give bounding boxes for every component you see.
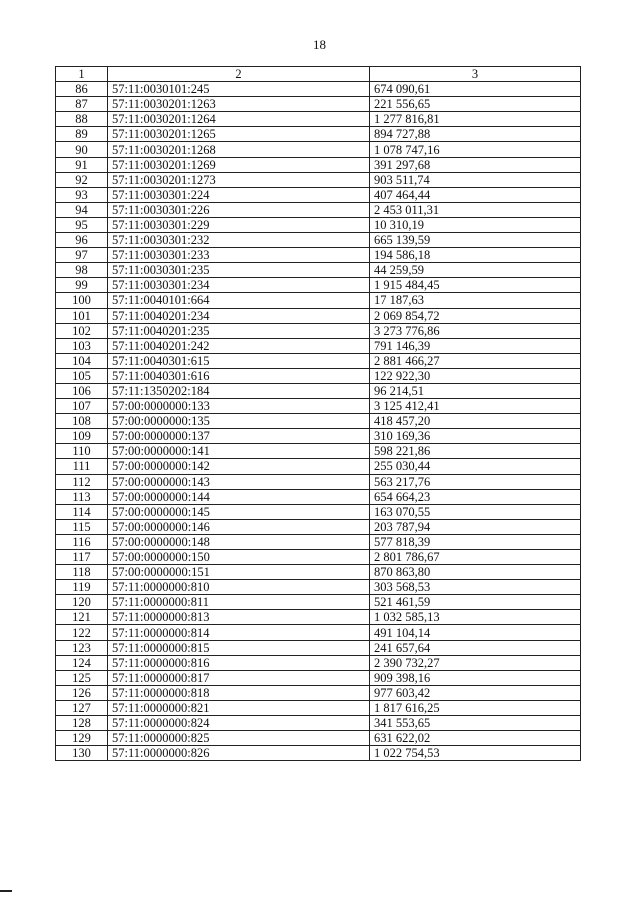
row-number: 121	[56, 610, 108, 625]
cadastral-number: 57:11:0030301:234	[108, 278, 370, 293]
cadastral-value: 407 464,44	[370, 187, 581, 202]
cadastral-number: 57:11:0000000:817	[108, 670, 370, 685]
cadastral-value: 1 277 816,81	[370, 112, 581, 127]
table-row	[56, 580, 581, 595]
table-row	[56, 202, 581, 217]
header-col-3: 3	[370, 67, 581, 82]
cadastral-value: 221 556,65	[370, 97, 581, 112]
page-number: 18	[313, 37, 326, 52]
row-number: 106	[56, 383, 108, 398]
cadastral-value: 2 390 732,27	[370, 655, 581, 670]
cadastral-number: 57:11:0040301:615	[108, 353, 370, 368]
cadastral-value: 3 125 412,41	[370, 399, 581, 414]
table-row	[56, 474, 581, 489]
table-row	[56, 338, 581, 353]
cadastral-value: 1 078 747,16	[370, 142, 581, 157]
row-number: 130	[56, 746, 108, 761]
row-number: 102	[56, 323, 108, 338]
cadastral-number: 57:00:0000000:142	[108, 459, 370, 474]
table-row	[56, 700, 581, 715]
table-row	[56, 368, 581, 383]
cadastral-number: 57:11:0030301:224	[108, 187, 370, 202]
row-number: 112	[56, 474, 108, 489]
row-number: 104	[56, 353, 108, 368]
table-row	[56, 640, 581, 655]
row-number: 116	[56, 534, 108, 549]
cadastral-number: 57:00:0000000:151	[108, 565, 370, 580]
row-number: 125	[56, 670, 108, 685]
row-number: 97	[56, 248, 108, 263]
row-number: 111	[56, 459, 108, 474]
row-number: 94	[56, 202, 108, 217]
cadastral-number: 57:11:0000000:815	[108, 640, 370, 655]
row-number: 119	[56, 580, 108, 595]
cadastral-value: 203 787,94	[370, 519, 581, 534]
table-row	[56, 399, 581, 414]
cadastral-value: 1 032 585,13	[370, 610, 581, 625]
cadastral-number: 57:00:0000000:145	[108, 504, 370, 519]
table-row	[56, 685, 581, 700]
row-number: 114	[56, 504, 108, 519]
row-number: 126	[56, 685, 108, 700]
cadastral-number: 57:11:0030301:226	[108, 202, 370, 217]
cadastral-number: 57:11:0030201:1264	[108, 112, 370, 127]
table-row	[56, 731, 581, 746]
cadastral-value: 1 915 484,45	[370, 278, 581, 293]
cadastral-value: 2 881 466,27	[370, 353, 581, 368]
row-number: 99	[56, 278, 108, 293]
table-row	[56, 519, 581, 534]
cadastral-number: 57:11:0040201:234	[108, 308, 370, 323]
row-number: 128	[56, 716, 108, 731]
row-number: 96	[56, 233, 108, 248]
row-number: 100	[56, 293, 108, 308]
cadastral-value: 303 568,53	[370, 580, 581, 595]
cadastral-number: 57:11:1350202:184	[108, 383, 370, 398]
table-row	[56, 429, 581, 444]
cadastral-value: 521 461,59	[370, 595, 581, 610]
table-row	[56, 550, 581, 565]
cadastral-value: 2 453 011,31	[370, 202, 581, 217]
cadastral-number: 57:11:0000000:813	[108, 610, 370, 625]
cadastral-value: 491 104,14	[370, 625, 581, 640]
cadastral-number: 57:11:0040201:235	[108, 323, 370, 338]
cadastral-number: 57:11:0000000:825	[108, 731, 370, 746]
row-number: 88	[56, 112, 108, 127]
row-number: 86	[56, 82, 108, 97]
row-number: 118	[56, 565, 108, 580]
cadastral-number: 57:11:0040301:616	[108, 368, 370, 383]
cadastral-number: 57:11:0000000:826	[108, 746, 370, 761]
cadastral-number: 57:11:0040201:242	[108, 338, 370, 353]
cadastral-number: 57:11:0030301:235	[108, 263, 370, 278]
row-number: 124	[56, 655, 108, 670]
cadastral-number: 57:00:0000000:150	[108, 550, 370, 565]
table-row	[56, 217, 581, 232]
table-row	[56, 127, 581, 142]
cadastral-value: 909 398,16	[370, 670, 581, 685]
table-row	[56, 565, 581, 580]
cadastral-value: 598 221,86	[370, 444, 581, 459]
cadastral-number: 57:11:0040101:664	[108, 293, 370, 308]
cadastral-number: 57:11:0030301:229	[108, 217, 370, 232]
row-number: 93	[56, 187, 108, 202]
cadastral-number: 57:11:0000000:824	[108, 716, 370, 731]
cadastral-value: 665 139,59	[370, 233, 581, 248]
table-row	[56, 233, 581, 248]
table-row	[56, 383, 581, 398]
cadastral-value: 3 273 776,86	[370, 323, 581, 338]
cadastral-value: 44 259,59	[370, 263, 581, 278]
cadastral-value: 163 070,55	[370, 504, 581, 519]
table-row	[56, 595, 581, 610]
cadastral-value: 418 457,20	[370, 414, 581, 429]
row-number: 107	[56, 399, 108, 414]
row-number: 103	[56, 338, 108, 353]
row-number: 122	[56, 625, 108, 640]
table-row	[56, 308, 581, 323]
table-row	[56, 716, 581, 731]
scan-edge-mark	[0, 890, 12, 892]
table-row	[56, 323, 581, 338]
cadastral-number: 57:00:0000000:133	[108, 399, 370, 414]
row-number: 127	[56, 700, 108, 715]
cadastral-value: 122 922,30	[370, 368, 581, 383]
table-header-row	[56, 67, 581, 82]
table-row	[56, 278, 581, 293]
cadastral-value: 194 586,18	[370, 248, 581, 263]
row-number: 117	[56, 550, 108, 565]
cadastral-value: 894 727,88	[370, 127, 581, 142]
table-body	[56, 82, 581, 761]
cadastral-number: 57:00:0000000:146	[108, 519, 370, 534]
table-row	[56, 444, 581, 459]
cadastral-number: 57:11:0000000:810	[108, 580, 370, 595]
row-number: 90	[56, 142, 108, 157]
cadastral-number: 57:00:0000000:144	[108, 489, 370, 504]
table-row	[56, 97, 581, 112]
table-row	[56, 655, 581, 670]
table-row	[56, 82, 581, 97]
table-row	[56, 414, 581, 429]
cadastral-value: 577 818,39	[370, 534, 581, 549]
cadastral-value: 2 801 786,67	[370, 550, 581, 565]
cadastral-value: 977 603,42	[370, 685, 581, 700]
cadastral-value: 563 217,76	[370, 474, 581, 489]
cadastral-number: 57:00:0000000:137	[108, 429, 370, 444]
cadastral-value: 1 817 616,25	[370, 700, 581, 715]
cadastral-number: 57:11:0030201:1268	[108, 142, 370, 157]
cadastral-value: 631 622,02	[370, 731, 581, 746]
table-row	[56, 293, 581, 308]
table-row	[56, 172, 581, 187]
row-number: 115	[56, 519, 108, 534]
table-row	[56, 746, 581, 761]
row-number: 105	[56, 368, 108, 383]
table-row	[56, 112, 581, 127]
cadastral-number: 57:11:0000000:816	[108, 655, 370, 670]
cadastral-number: 57:00:0000000:135	[108, 414, 370, 429]
cadastral-value: 903 511,74	[370, 172, 581, 187]
cadastral-value-table	[55, 66, 581, 761]
table-row	[56, 142, 581, 157]
cadastral-number: 57:11:0030201:1265	[108, 127, 370, 142]
cadastral-number: 57:11:0000000:814	[108, 625, 370, 640]
header-col-1: 1	[56, 67, 108, 82]
cadastral-value: 17 187,63	[370, 293, 581, 308]
row-number: 92	[56, 172, 108, 187]
cadastral-number: 57:11:0030201:1263	[108, 97, 370, 112]
cadastral-number: 57:00:0000000:143	[108, 474, 370, 489]
cadastral-value: 10 310,19	[370, 217, 581, 232]
cadastral-number: 57:11:0030301:232	[108, 233, 370, 248]
cadastral-number: 57:11:0030301:233	[108, 248, 370, 263]
row-number: 91	[56, 157, 108, 172]
table-row	[56, 157, 581, 172]
row-number: 129	[56, 731, 108, 746]
row-number: 123	[56, 640, 108, 655]
cadastral-value: 96 214,51	[370, 383, 581, 398]
row-number: 87	[56, 97, 108, 112]
cadastral-value: 791 146,39	[370, 338, 581, 353]
table-row	[56, 263, 581, 278]
cadastral-value: 1 022 754,53	[370, 746, 581, 761]
table-row	[56, 504, 581, 519]
row-number: 113	[56, 489, 108, 504]
table-row	[56, 625, 581, 640]
row-number: 110	[56, 444, 108, 459]
cadastral-number: 57:11:0000000:811	[108, 595, 370, 610]
cadastral-number: 57:11:0030101:245	[108, 82, 370, 97]
row-number: 98	[56, 263, 108, 278]
cadastral-number: 57:11:0000000:821	[108, 700, 370, 715]
cadastral-number: 57:11:0000000:818	[108, 685, 370, 700]
cadastral-number: 57:11:0030201:1273	[108, 172, 370, 187]
cadastral-value: 310 169,36	[370, 429, 581, 444]
row-number: 89	[56, 127, 108, 142]
table-row	[56, 187, 581, 202]
cadastral-number: 57:00:0000000:148	[108, 534, 370, 549]
cadastral-value: 2 069 854,72	[370, 308, 581, 323]
cadastral-number: 57:00:0000000:141	[108, 444, 370, 459]
table-row	[56, 489, 581, 504]
row-number: 120	[56, 595, 108, 610]
row-number: 109	[56, 429, 108, 444]
row-number: 101	[56, 308, 108, 323]
cadastral-value: 391 297,68	[370, 157, 581, 172]
table-row	[56, 534, 581, 549]
cadastral-value: 870 863,80	[370, 565, 581, 580]
row-number: 108	[56, 414, 108, 429]
cadastral-value: 241 657,64	[370, 640, 581, 655]
cadastral-value: 654 664,23	[370, 489, 581, 504]
table-row	[56, 610, 581, 625]
row-number: 95	[56, 217, 108, 232]
header-col-2: 2	[108, 67, 370, 82]
cadastral-value: 674 090,61	[370, 82, 581, 97]
table-row	[56, 670, 581, 685]
cadastral-value: 255 030,44	[370, 459, 581, 474]
cadastral-number: 57:11:0030201:1269	[108, 157, 370, 172]
table-row	[56, 248, 581, 263]
cadastral-value: 341 553,65	[370, 716, 581, 731]
table-row	[56, 353, 581, 368]
table-row	[56, 459, 581, 474]
